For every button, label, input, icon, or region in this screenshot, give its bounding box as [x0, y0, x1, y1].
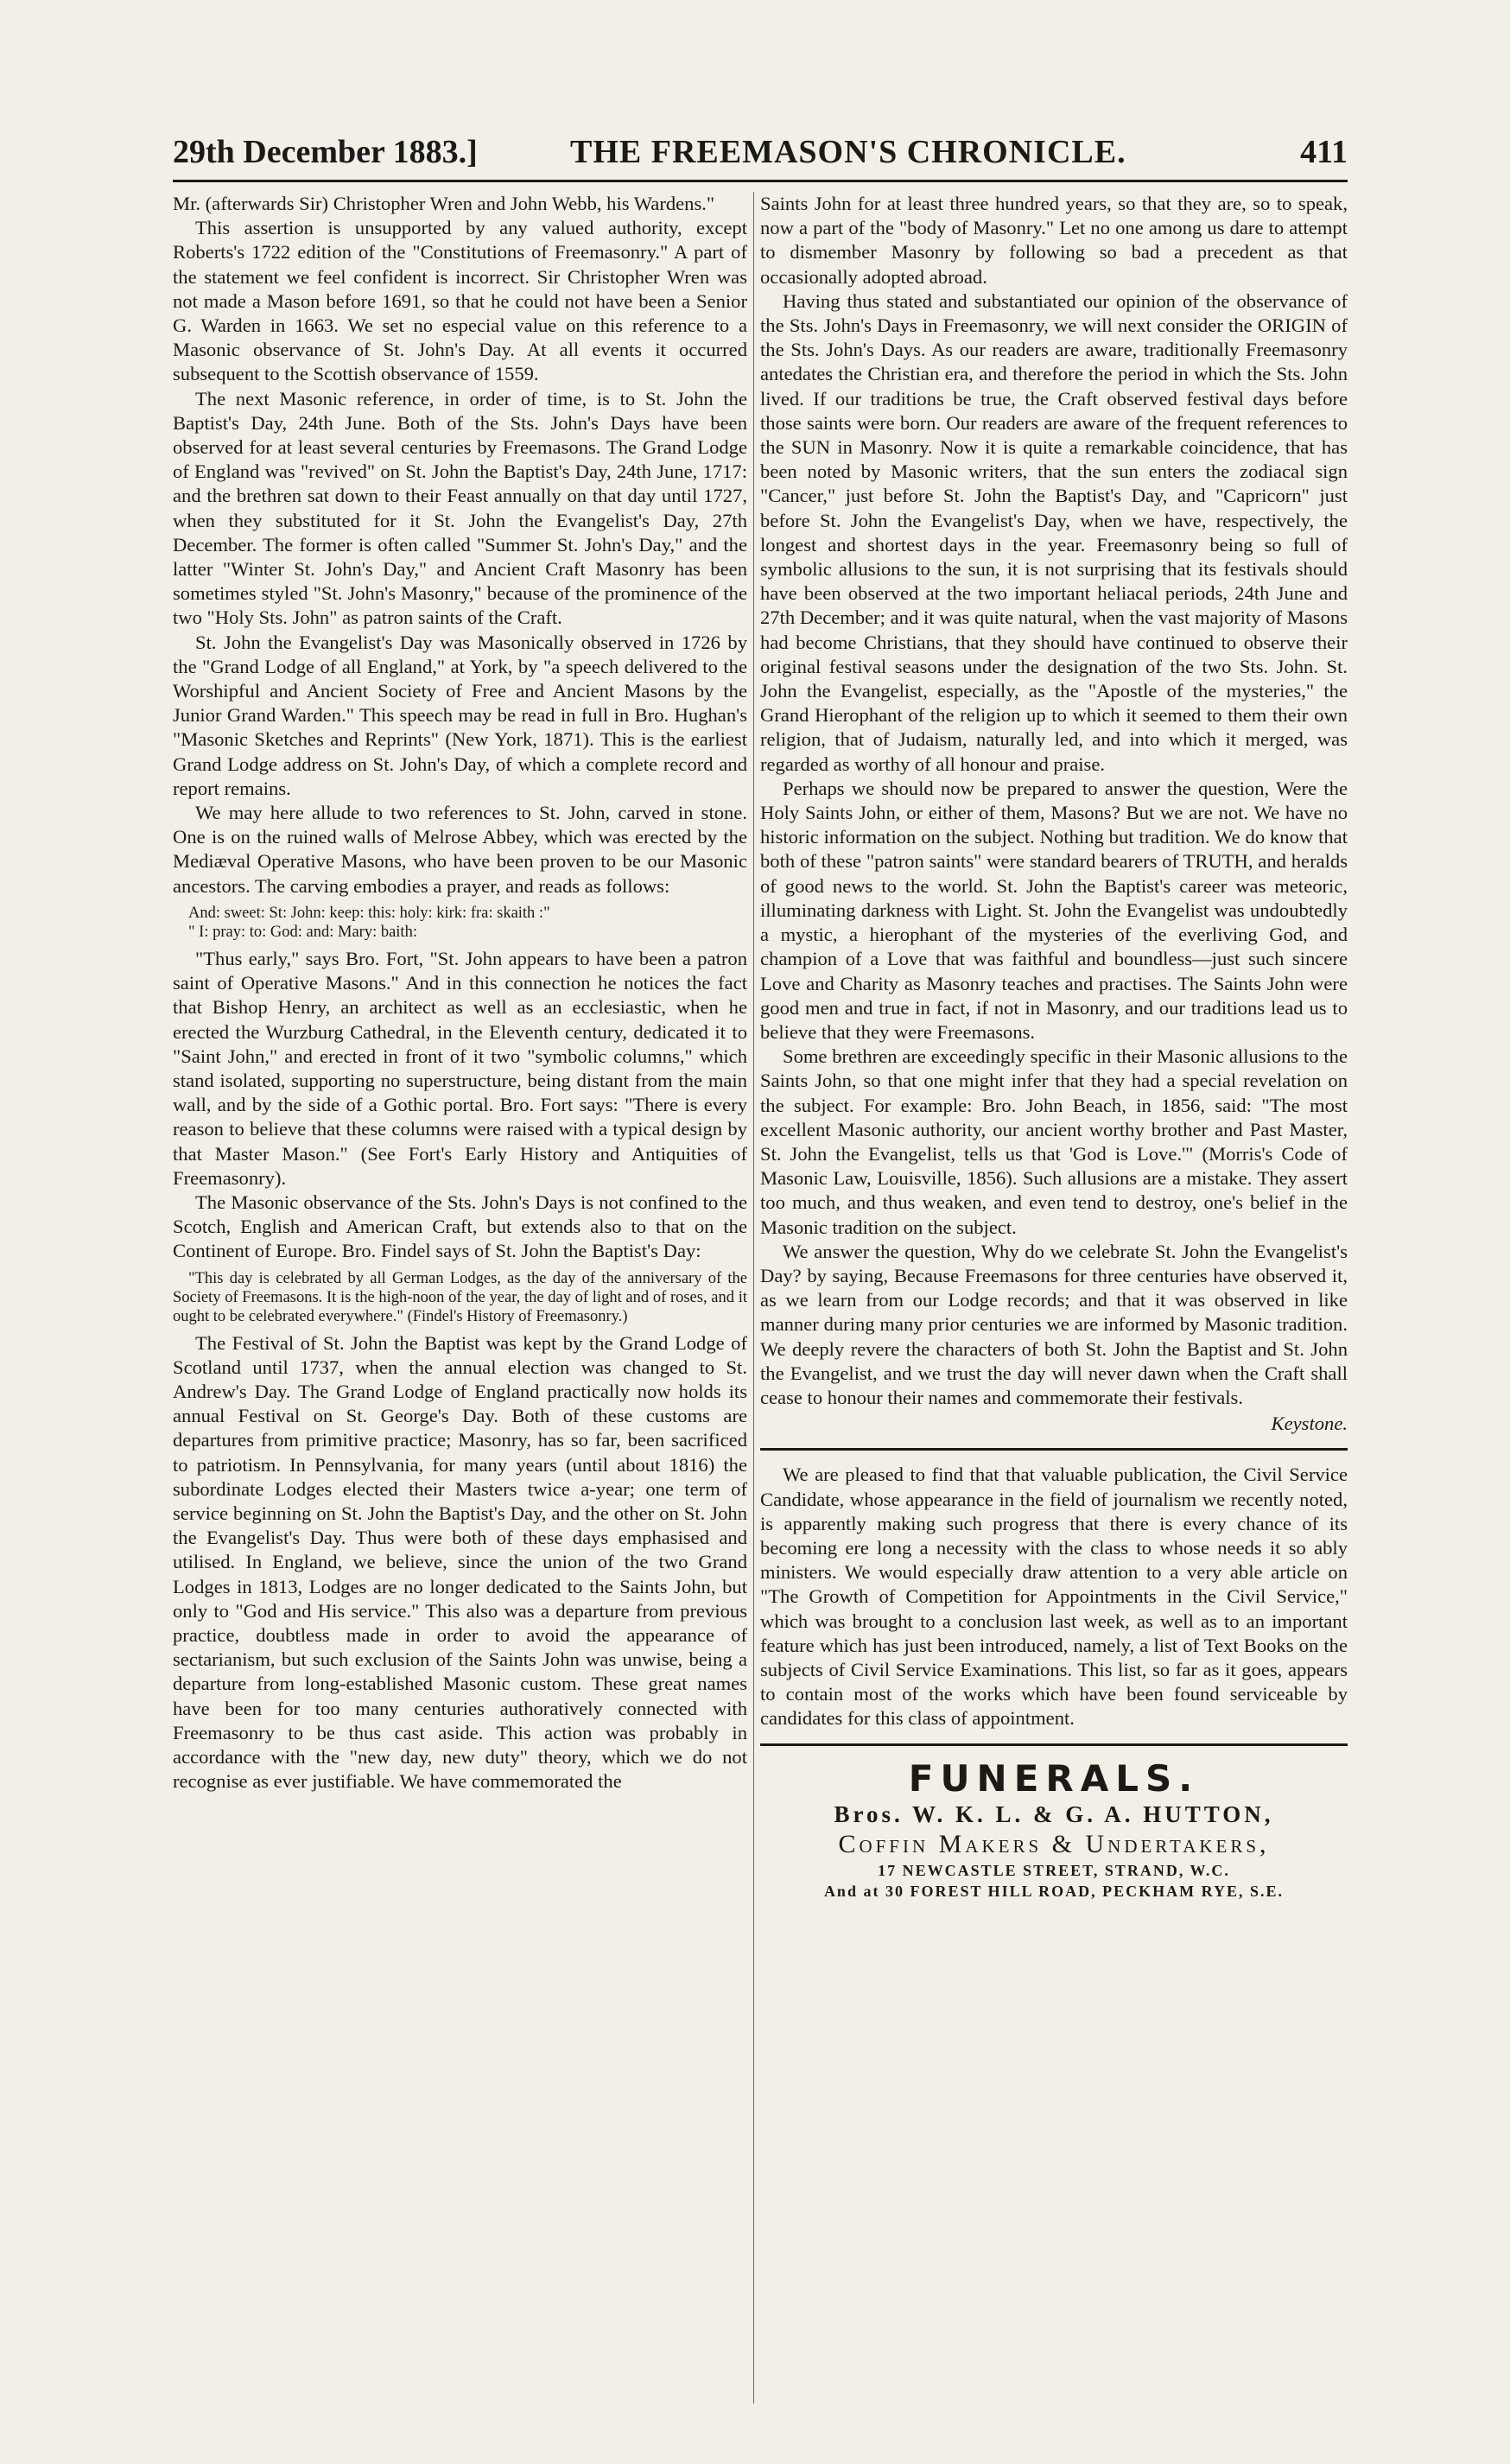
paragraph: We answer the question, Why do we celebrate St. John the Evangelist's Day? by saying, Because Freemasons for three centuries have observed it, as we learn from our Lodge records; and that it was observed in like manner during many prior centuries we are informed by Masonic tradition. We deeply revere the characters of both St. John the Baptist and St. John the Evangelist, and we trust the day will never dawn when the Craft shall cease to honour their names and commemorate their festivals. [760, 1240, 1348, 1408]
right-column [760, 192, 1348, 2378]
quote-line: And: sweet: St: John: keep: this: holy: kirk: fra: skaith :" [188, 904, 550, 922]
quote-line: "This day is celebrated by all German Lodges, as the day of the anniversary of the Society of Freemasons. It is the high-noon of the year, the day of light and of roses, and it ought to be celebrated everywhere." (Findel's History of Freemasonry.) [173, 1269, 747, 1325]
paragraph: This assertion is unsupported by any valued authority, except Roberts's 1722 edition of the "Constitutions of Freemasonry." A part of the statement we feel confident is incorrect. Sir Christopher Wren was not made a Mason before 1691, so that he could not have been a Senior G. Warden in 1663. We set no especial value on this reference to a Masonic observance of St. John's Day. At all events it occurred subsequent to the Scottish observance of 1559. [173, 217, 747, 385]
advert-line-2: Coffin Makers & Undertakers, [838, 1829, 1270, 1858]
paragraph: St. John the Evangelist's Day was Masonically observed in 1726 by the "Grand Lodge of all England," at York, by "a speech delivered to the Worshipful and Ancient Society of Free and Ancient Masons by the Junior Grand Warden." This speech may be read in full in Bro. Hughan's "Masonic Sketches and Reprints" (New York, 1871). This is the earliest Grand Lodge address on St. John's Day, of which a complete record and report remains. [173, 631, 747, 799]
paragraph: The next Masonic reference, in order of time, is to St. John the Baptist's Day, 24th June. Both of the Sts. John's Days have been observed for at least several centuries by Freemasons. The Grand Lodge of England was "revived" on St. John the Baptist's Day, 24th June, 1717: and the brethren sat down to their Feast annually on that day until 1727, when they substituted for it St. John the Evangelist's Day, 27th December. The former is often called "Summer St. John's Day," and the latter "Winter St. John's Day," and Ancient Craft Masonry has been sometimes styled "St. John's Masonry," because of the prominence of the two "Holy Sts. John" as patron saints of the Craft. [173, 387, 747, 629]
block-quote [173, 1269, 747, 1326]
column-divider [753, 192, 754, 2404]
advert-heading: FUNERALS. [908, 1756, 1200, 1800]
page-number: 411 [1300, 134, 1348, 170]
advert-line-1: Bros. W. K. L. & G. A. HUTTON, [834, 1800, 1274, 1827]
publication-title: THE FREEMASON'S CHRONICLE. [570, 134, 1126, 170]
left-column [173, 192, 747, 2378]
paragraph: Some brethren are exceedingly specific in their Masonic allusions to the Saints John, so that one might infer that they had a special revelation on the subject. For example: Bro. John Beach, in 1856, said: "The most excellent Masonic authority, our ancient worthy brother and Past Master, St. John the Evangelist, tells us that 'God is Love.'" (Morris's Code of Masonic Law, Louisville, 1856). Such allusions are a mistake. They assert too much, and thus weaken, and even tend to destroy, one's belief in the Masonic tradition on the subject. [760, 1045, 1348, 1238]
issue-date: 29th December 1883.] [173, 134, 478, 170]
paragraph: Saints John for at least three hundred years, so that they are, so to speak, now a part of the "body of Masonry." Let no one among us dare to attempt to dismember Masonry by following so bad a precedent as that occasionally adopted abroad. [760, 193, 1348, 288]
page-header [173, 128, 1348, 180]
block-quote [173, 904, 747, 942]
paragraph: Having thus stated and substantiated our opinion of the observance of the Sts. John's Days in Freemasonry, we will next consider the ORIGIN of the Sts. John's Days. As our readers are aware, traditionally Freemasonry antedates the Christian era, and therefore the period in which the Sts. John lived. If our traditions be true, the Craft observed festival days before those saints were born. Our readers are aware of the frequent references to the SUN in Masonry. Now it is quite a remarkable coincidence, that has been noted by Masonic writers, that the sun enters the zodiacal sign "Cancer," just before St. John the Baptist's Day, and "Capricorn" just before St. John the Evangelist's Day, when we have, respectively, the longest and shortest days in the year. Freemasonry being so full of symbolic allusions to the sun, it is not surprising that its festivals should have been observed at the two important heliacal periods, 24th June and 27th December; and it was quite natural, when the vast majority of Masons had become Christians, that they should have continued to observe their original festival seasons under the designation of the two Sts. John. St. John the Evangelist, especially, as the "Apostle of the mysteries," the Grand Hierophant of the religion up to which it seemed to them their own religion, that of Judaism, naturally led, and into which it merged, was regarded as worthy of all honour and praise. [760, 289, 1348, 775]
header-rule [173, 180, 1348, 182]
advert-line-4: And at 30 FOREST HILL ROAD, PECKHAM RYE, S.E. [823, 1882, 1285, 1900]
quote-line: " I: pray: to: God: and: Mary: baith: [188, 923, 417, 941]
paragraph: The Masonic observance of the Sts. John's Days is not confined to the Scotch, English and American Craft, but extends also to that on the Continent of Europe. Bro. Findel says of St. John the Baptist's Day: [173, 1191, 747, 1262]
funerals-advertisement [760, 1758, 1348, 1902]
right-column-body [760, 192, 1348, 1746]
paragraph: "Thus early," says Bro. Fort, "St. John appears to have been a patron saint of Operative Masons." And in this connection he notices the fact that Bishop Henry, an architect as well as an ecclesiastic, when he erected the Wurzburg Cathedral, in the Eleventh century, dedicated it to "Saint John," and erected in front of it two "symbolic columns," which stand isolated, supporting no superstructure, being distant from the main wall, and by the side of a Gothic portal. Bro. Fort says: "There is every reason to believe that these columns were raised with a typical design by that Master Mason." (See Fort's Early History and Antiquities of Freemasonry). [173, 947, 747, 1189]
advert-line-3: 17 NEWCASTLE STREET, STRAND, W.C. [878, 1861, 1230, 1879]
article-signature: Keystone. [1271, 1413, 1348, 1435]
section-rule [760, 1448, 1348, 1451]
paragraph: We are pleased to find that that valuable publication, the Civil Service Candidate, whose appearance in the field of journalism we recently noted, is apparently making such progress that there is every chance of its becoming ere long a necessity with the class to whose needs it so ably ministers. We would especially draw attention to a very able article on "The Growth of Competition for Appointments in the Civil Service," which was brought to a conclusion last week, as well as to an important feature which has just been introduced, namely, a list of Text Books on the subjects of Civil Service Examinations. This list, so far as it goes, appears to contain most of the works which have been found serviceable by candidates for this class of appointment. [760, 1464, 1348, 1730]
paragraph: Perhaps we should now be prepared to answer the question, Were the Holy Saints John, or either of them, Masons? But we are not. We have no historic information on the subject. Nothing but tradition. We do know that both of these "patron saints" were standard bearers of TRUTH, and heralds of good news to the world. St. John the Baptist's career was meteoric, illuminating darkness with Light. St. John the Evangelist was undoubtedly a mystic, a hierophant of the mysteries of the everliving God, and champion of a Love that was faithful and boundless—just such sincere Love and Charity as Masonry teaches and practises. The Saints John were good men and true in fact, if not in Masonry, and our traditions lead us to believe that they were Freemasons. [760, 777, 1348, 1043]
paragraph: Mr. (afterwards Sir) Christopher Wren and John Webb, his Wardens." [173, 193, 715, 214]
paragraph: We may here allude to two references to St. John, carved in stone. One is on the ruined walls of Melrose Abbey, which was erected by the Mediæval Operative Masons, who have been proven to be our Masonic ancestors. The carving embodies a prayer, and reads as follows: [173, 802, 747, 897]
paragraph: The Festival of St. John the Baptist was kept by the Grand Lodge of Scotland until 1737, when the annual election was changed to St. Andrew's Day. The Grand Lodge of England practically now holds its annual Festival on St. George's Day. Both of these customs are departures from primitive practice; Masonry, has so far, been sacrificed to patriotism. In Pennsylvania, for many years (until about 1816) the subordinate Lodges elected their Masters twice a-year; one term of service beginning on St. John the Baptist's Day, and the other on St. John the Evangelist's Day. Thus were both of these days emphasised and utilised. In England, we believe, since the union of the two Grand Lodges in 1813, Lodges are no longer dedicated to the Saints John, but only to "God and His service." This also was a departure from previous practice, doubtless made in order to avoid the appearance of sectarianism, but such exclusion of the Saints John was unwise, being a departure from long-established Masonic custom. These great names have been for too many centuries authoratively connected with Freemasonry to be thus cast aside. This action was probably in accordance with the "new day, new duty" theory, which we do not recognise as ever justifiable. We have commemorated the [173, 1331, 747, 1793]
section-rule [760, 1743, 1348, 1746]
